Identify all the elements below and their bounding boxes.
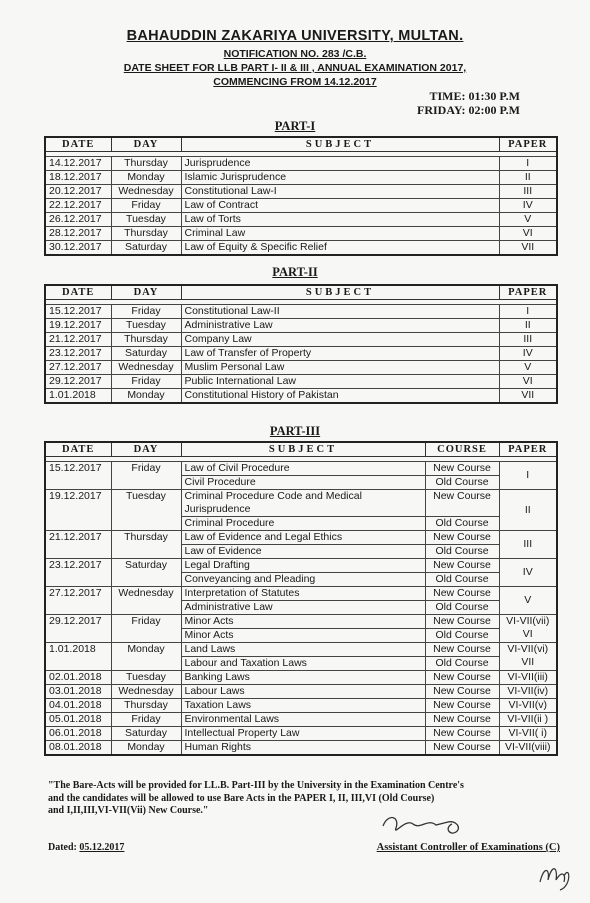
subject-cell: Muslim Personal Law bbox=[181, 361, 499, 375]
paper-cell bbox=[499, 713, 557, 727]
course-cell: New Course bbox=[425, 587, 499, 601]
university-title: BAHAUDDIN ZAKARIYA UNIVERSITY, MULTAN. bbox=[126, 28, 464, 44]
paper-value: VI-VII( i) bbox=[508, 727, 547, 739]
day-cell: Monday bbox=[111, 171, 181, 185]
part2-row bbox=[45, 347, 557, 361]
day-cell: Thursday bbox=[111, 699, 181, 713]
part3-row bbox=[45, 699, 557, 713]
paper-cell: II bbox=[499, 171, 557, 185]
subject-cell: Civil Procedure bbox=[181, 476, 425, 490]
course-cell: New Course bbox=[425, 685, 499, 699]
subject-cell: Labour Laws bbox=[181, 685, 425, 699]
dated-label: Dated: bbox=[48, 842, 77, 853]
subject-cell: Constitutional History of Pakistan bbox=[181, 389, 499, 404]
paper-value: VI-VII(vii) bbox=[506, 615, 550, 627]
day-cell: Thursday bbox=[111, 531, 181, 559]
day-cell: Monday bbox=[111, 741, 181, 756]
paper-value: VI-VII(iii) bbox=[507, 671, 548, 683]
part2-row bbox=[45, 375, 557, 389]
paper-cell bbox=[499, 490, 557, 531]
day-cell: Friday bbox=[111, 713, 181, 727]
paper-cell bbox=[499, 587, 557, 615]
paper-value-old: VII bbox=[521, 656, 535, 668]
course-cell: New Course bbox=[425, 643, 499, 657]
part3-header-subject: SUBJECT bbox=[181, 442, 425, 457]
paper-value: VI-VII(v) bbox=[508, 699, 547, 711]
date-cell: 03.01.2018 bbox=[45, 685, 111, 699]
notification-number: NOTIFICATION NO. 283 /C.B. bbox=[223, 48, 367, 60]
subject-cell: Taxation Laws bbox=[181, 699, 425, 713]
part3-row bbox=[45, 615, 557, 629]
course-cell: New Course bbox=[425, 531, 499, 545]
part3-row bbox=[45, 587, 557, 601]
part3-row bbox=[45, 531, 557, 545]
signatory-title: Assistant Controller of Examinations (C) bbox=[376, 842, 560, 853]
course-cell: New Course bbox=[425, 490, 499, 517]
part2-title: PART-II bbox=[272, 265, 318, 279]
date-cell: 22.12.2017 bbox=[45, 199, 111, 213]
part2-table bbox=[44, 284, 558, 404]
day-cell: Tuesday bbox=[111, 671, 181, 685]
paper-value-old: VI bbox=[522, 628, 533, 640]
date-cell: 27.12.2017 bbox=[45, 587, 111, 615]
date-cell: 15.12.2017 bbox=[45, 305, 111, 319]
part3-row bbox=[45, 643, 557, 657]
dated-line bbox=[48, 842, 124, 853]
paper-cell: III bbox=[499, 185, 557, 199]
initials-mark bbox=[536, 856, 576, 896]
part3-row bbox=[45, 490, 557, 517]
part3-header-course: COURSE bbox=[425, 442, 499, 457]
subject-cell: Islamic Jurisprudence bbox=[181, 171, 499, 185]
subject-cell: Administrative Law bbox=[181, 601, 425, 615]
date-cell: 1.01.2018 bbox=[45, 643, 111, 671]
part3-header-paper: PAPER bbox=[499, 442, 557, 457]
day-cell: Saturday bbox=[111, 241, 181, 256]
paper-cell: I bbox=[499, 157, 557, 171]
day-cell: Thursday bbox=[111, 227, 181, 241]
part3-row bbox=[45, 741, 557, 756]
date-cell: 30.12.2017 bbox=[45, 241, 111, 256]
part1-header-day: DAY bbox=[111, 137, 181, 152]
date-cell: 19.12.2017 bbox=[45, 490, 111, 531]
subject-cell: Constitutional Law-I bbox=[181, 185, 499, 199]
note-line-1: "The Bare-Acts will be provided for LL.B. Part-III by the University in the Examination Centre's bbox=[48, 780, 464, 791]
part2-row bbox=[45, 305, 557, 319]
paper-cell bbox=[499, 741, 557, 756]
part2-row bbox=[45, 333, 557, 347]
day-cell: Wednesday bbox=[111, 185, 181, 199]
day-cell: Tuesday bbox=[111, 319, 181, 333]
course-cell: Old Course bbox=[425, 517, 499, 531]
date-cell: 27.12.2017 bbox=[45, 361, 111, 375]
day-cell: Tuesday bbox=[111, 213, 181, 227]
part1-title: PART-I bbox=[274, 119, 316, 133]
part2-row bbox=[45, 319, 557, 333]
part3-header-date: DATE bbox=[45, 442, 111, 457]
date-cell: 21.12.2017 bbox=[45, 333, 111, 347]
paper-cell bbox=[499, 727, 557, 741]
paper-cell: VI bbox=[499, 227, 557, 241]
paper-cell: VII bbox=[499, 241, 557, 256]
subject-cell: Criminal Procedure bbox=[181, 517, 425, 531]
part3-row bbox=[45, 559, 557, 573]
subject-cell: Company Law bbox=[181, 333, 499, 347]
subject-cell: Public International Law bbox=[181, 375, 499, 389]
part1-row bbox=[45, 227, 557, 241]
part3-title: PART-III bbox=[269, 424, 321, 438]
date-cell: 19.12.2017 bbox=[45, 319, 111, 333]
course-cell: New Course bbox=[425, 671, 499, 685]
paper-value: I bbox=[526, 469, 530, 481]
day-cell: Friday bbox=[111, 199, 181, 213]
subject-cell: Law of Civil Procedure bbox=[181, 462, 425, 476]
part3-row bbox=[45, 685, 557, 699]
paper-cell: IV bbox=[499, 199, 557, 213]
paper-value: V bbox=[524, 594, 532, 606]
exam-time: TIME: 01:30 P.M bbox=[429, 89, 520, 103]
paper-cell bbox=[499, 699, 557, 713]
subject-cell: Law of Evidence and Legal Ethics bbox=[181, 531, 425, 545]
paper-cell: IV bbox=[499, 347, 557, 361]
part2-row bbox=[45, 389, 557, 404]
subject-cell: Intellectual Property Law bbox=[181, 727, 425, 741]
day-cell: Friday bbox=[111, 615, 181, 643]
date-sheet-title: DATE SHEET FOR LLB PART I- II & III , ANNUAL EXAMINATION 2017, bbox=[123, 62, 467, 74]
paper-value: VI-VII(vi) bbox=[507, 643, 549, 655]
subject-cell: Law of Contract bbox=[181, 199, 499, 213]
day-cell: Friday bbox=[111, 305, 181, 319]
paper-value: VI-VII(viii) bbox=[505, 741, 551, 753]
course-cell: New Course bbox=[425, 727, 499, 741]
subject-cell: Law of Evidence bbox=[181, 545, 425, 559]
friday-exam-time: FRIDAY: 02:00 P.M bbox=[416, 103, 520, 117]
date-cell: 28.12.2017 bbox=[45, 227, 111, 241]
subject-cell: Minor Acts bbox=[181, 629, 425, 643]
part1-row bbox=[45, 241, 557, 256]
subject-cell: Law of Transfer of Property bbox=[181, 347, 499, 361]
subject-cell: Administrative Law bbox=[181, 319, 499, 333]
note-line-2: and the candidates will be allowed to use Bare Acts in the PAPER I, II, III,VI (Old Course) bbox=[48, 792, 435, 804]
date-cell: 20.12.2017 bbox=[45, 185, 111, 199]
paper-cell: I bbox=[499, 305, 557, 319]
date-cell: 29.12.2017 bbox=[45, 375, 111, 389]
commencing-date: COMMENCING FROM 14.12.2017 bbox=[213, 76, 377, 88]
day-cell: Wednesday bbox=[111, 587, 181, 615]
bare-acts-note bbox=[48, 780, 548, 818]
subject-cell: Banking Laws bbox=[181, 671, 425, 685]
subject-cell: Labour and Taxation Laws bbox=[181, 657, 425, 671]
subject-cell: Criminal Law bbox=[181, 227, 499, 241]
day-cell: Monday bbox=[111, 389, 181, 404]
part2-header-paper: PAPER bbox=[499, 285, 557, 300]
paper-cell: V bbox=[499, 213, 557, 227]
paper-value: II bbox=[524, 503, 531, 516]
note-line-3: and I,II,III,VI-VII(Vii) New Course." bbox=[48, 805, 209, 816]
subject-cell: Constitutional Law-II bbox=[181, 305, 499, 319]
course-cell: Old Course bbox=[425, 573, 499, 587]
part1-row bbox=[45, 171, 557, 185]
paper-cell bbox=[499, 685, 557, 699]
date-cell: 05.01.2018 bbox=[45, 713, 111, 727]
part1-row bbox=[45, 185, 557, 199]
part3-row bbox=[45, 713, 557, 727]
part3-row bbox=[45, 671, 557, 685]
subject-cell: Conveyancing and Pleading bbox=[181, 573, 425, 587]
paper-cell: VI bbox=[499, 375, 557, 389]
part1-header-paper: PAPER bbox=[499, 137, 557, 152]
part1-row bbox=[45, 213, 557, 227]
subject-cell: Interpretation of Statutes bbox=[181, 587, 425, 601]
day-cell: Thursday bbox=[111, 157, 181, 171]
part2-header-date: DATE bbox=[45, 285, 111, 300]
day-cell: Tuesday bbox=[111, 490, 181, 531]
day-cell: Saturday bbox=[111, 559, 181, 587]
date-cell: 14.12.2017 bbox=[45, 157, 111, 171]
date-cell: 23.12.2017 bbox=[45, 347, 111, 361]
part1-header-subject: SUBJECT bbox=[181, 137, 499, 152]
part1-row bbox=[45, 199, 557, 213]
subject-cell: Land Laws bbox=[181, 643, 425, 657]
day-cell: Friday bbox=[111, 462, 181, 490]
course-cell: New Course bbox=[425, 462, 499, 476]
course-cell: Old Course bbox=[425, 545, 499, 559]
paper-cell bbox=[499, 643, 557, 671]
subject-cell: Environmental Laws bbox=[181, 713, 425, 727]
paper-cell: II bbox=[499, 319, 557, 333]
subject-cell: Criminal Procedure Code and Medical Jurisprudence bbox=[181, 490, 425, 517]
date-cell: 04.01.2018 bbox=[45, 699, 111, 713]
date-cell: 29.12.2017 bbox=[45, 615, 111, 643]
paper-value: VI-VII(ii ) bbox=[507, 713, 549, 725]
day-cell: Wednesday bbox=[111, 361, 181, 375]
subject-cell: Legal Drafting bbox=[181, 559, 425, 573]
paper-cell bbox=[499, 531, 557, 559]
part2-header-subject: SUBJECT bbox=[181, 285, 499, 300]
part1-header-date: DATE bbox=[45, 137, 111, 152]
paper-value: IV bbox=[522, 566, 533, 578]
part3-row bbox=[45, 727, 557, 741]
paper-cell: III bbox=[499, 333, 557, 347]
paper-cell bbox=[499, 615, 557, 643]
paper-cell bbox=[499, 671, 557, 685]
course-cell: Old Course bbox=[425, 601, 499, 615]
paper-cell bbox=[499, 462, 557, 490]
part3-row bbox=[45, 462, 557, 476]
day-cell: Friday bbox=[111, 375, 181, 389]
day-cell: Saturday bbox=[111, 727, 181, 741]
part3-header-day: DAY bbox=[111, 442, 181, 457]
part1-table bbox=[44, 136, 558, 256]
subject-cell: Human Rights bbox=[181, 741, 425, 756]
course-cell: New Course bbox=[425, 559, 499, 573]
signature-mark bbox=[378, 808, 473, 838]
date-cell: 1.01.2018 bbox=[45, 389, 111, 404]
date-cell: 15.12.2017 bbox=[45, 462, 111, 490]
subject-cell: Minor Acts bbox=[181, 615, 425, 629]
course-cell: New Course bbox=[425, 713, 499, 727]
paper-value: III bbox=[523, 538, 533, 550]
date-cell: 21.12.2017 bbox=[45, 531, 111, 559]
paper-cell bbox=[499, 559, 557, 587]
paper-cell: V bbox=[499, 361, 557, 375]
course-cell: New Course bbox=[425, 699, 499, 713]
course-cell: New Course bbox=[425, 741, 499, 756]
date-cell: 23.12.2017 bbox=[45, 559, 111, 587]
course-cell: Old Course bbox=[425, 629, 499, 643]
date-cell: 06.01.2018 bbox=[45, 727, 111, 741]
subject-cell: Law of Equity & Specific Relief bbox=[181, 241, 499, 256]
part2-header-day: DAY bbox=[111, 285, 181, 300]
day-cell: Wednesday bbox=[111, 685, 181, 699]
paper-cell: VII bbox=[499, 389, 557, 404]
date-cell: 18.12.2017 bbox=[45, 171, 111, 185]
subject-cell: Law of Torts bbox=[181, 213, 499, 227]
part1-row bbox=[45, 157, 557, 171]
date-cell: 02.01.2018 bbox=[45, 671, 111, 685]
dated-value: 05.12.2017 bbox=[79, 842, 125, 853]
part2-row bbox=[45, 361, 557, 375]
course-cell: Old Course bbox=[425, 476, 499, 490]
part3-table bbox=[44, 441, 558, 756]
course-cell: Old Course bbox=[425, 657, 499, 671]
paper-value: VI-VII(iv) bbox=[507, 685, 549, 697]
day-cell: Monday bbox=[111, 643, 181, 671]
subject-cell: Jurisprudence bbox=[181, 157, 499, 171]
date-cell: 26.12.2017 bbox=[45, 213, 111, 227]
day-cell: Thursday bbox=[111, 333, 181, 347]
course-cell: New Course bbox=[425, 615, 499, 629]
date-cell: 08.01.2018 bbox=[45, 741, 111, 756]
day-cell: Saturday bbox=[111, 347, 181, 361]
